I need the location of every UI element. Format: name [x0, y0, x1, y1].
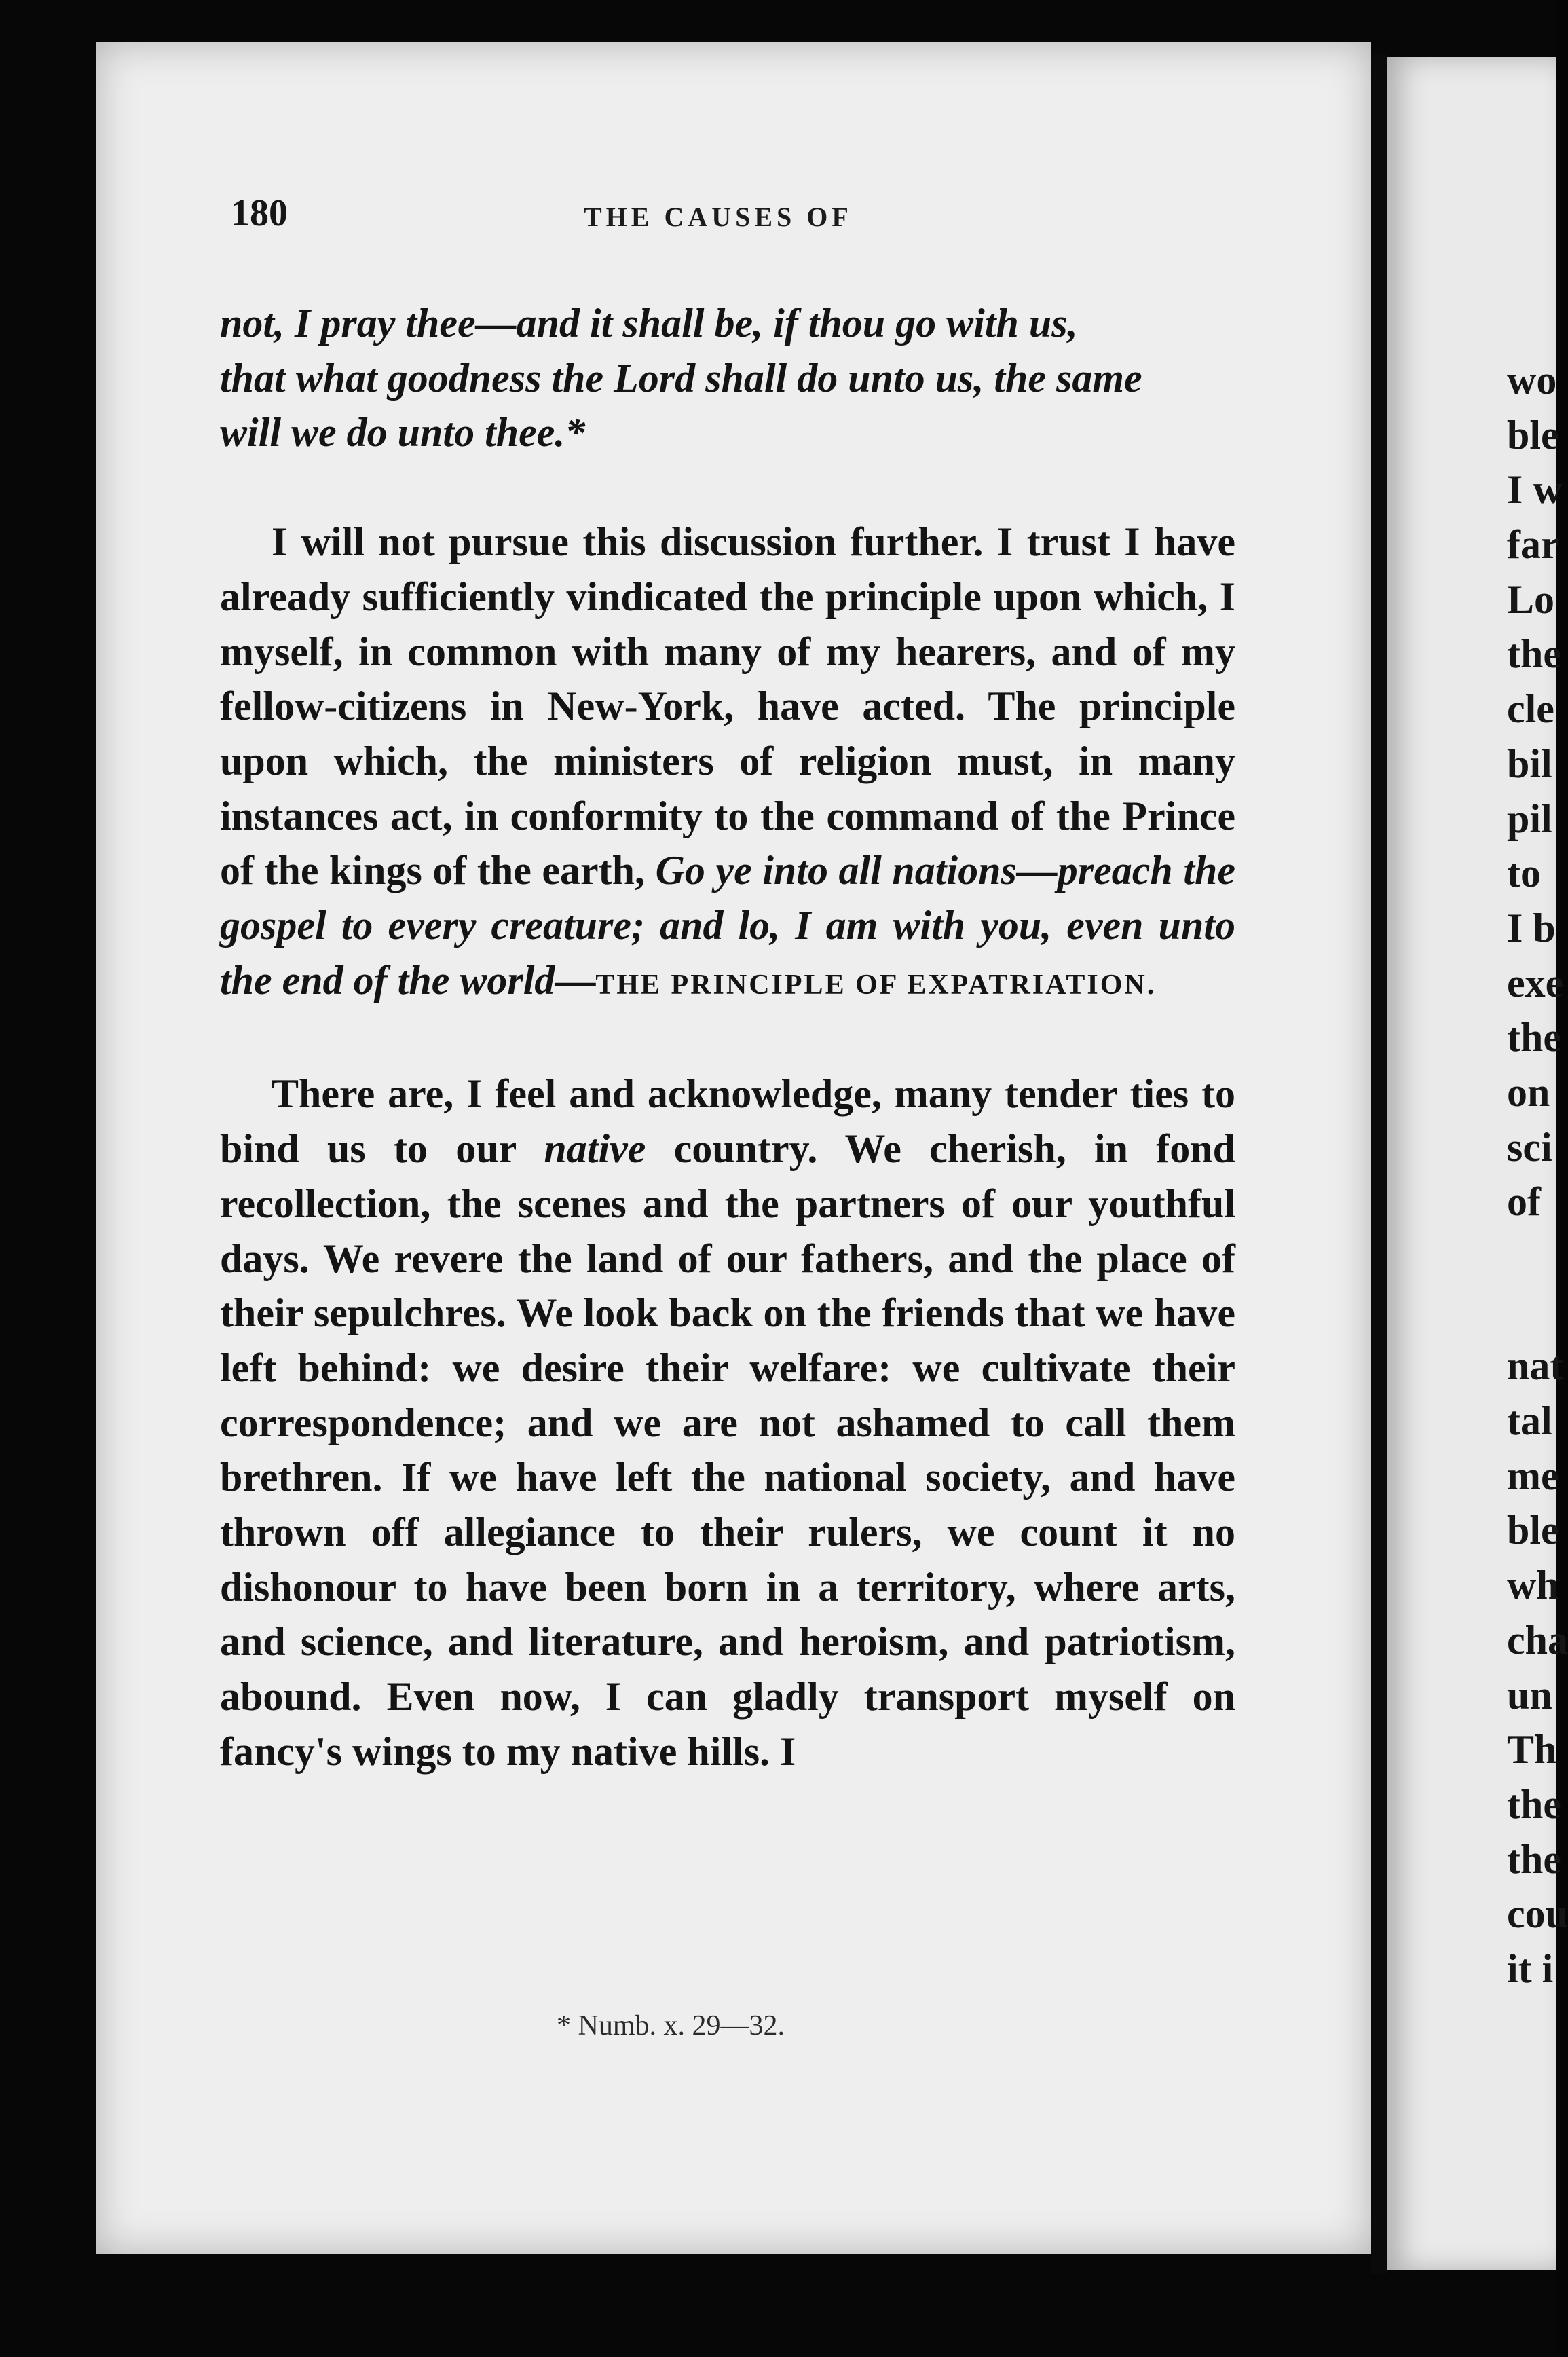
right-page-fragment: it i [1507, 1946, 1554, 1991]
paragraph-continuation [220, 296, 1235, 460]
right-page-fragment: ble [1507, 1508, 1559, 1553]
right-page-fragment: me [1507, 1453, 1559, 1498]
right-page-fragment: Th [1507, 1727, 1557, 1773]
right-page-fragment: the [1507, 1836, 1561, 1882]
right-page-fragment: of [1507, 1179, 1541, 1225]
right-page-fragment: tal [1507, 1398, 1552, 1444]
footnote: * Numb. x. 29—32. [557, 2010, 785, 2041]
right-page-fragment: sci [1507, 1124, 1552, 1170]
paragraph-2-text: I will not pursue this discussion further. I trust I have already sufficiently vindicated the principle upon which, I myself, in common with many of my hearers, and of my fellow-citizens in New-York, have acted. The principle upon which, the ministers of religion must, in many instances act, in conformity to the command of the Prince of the kings of the earth, [220, 519, 1235, 893]
right-page-fragment: nat [1507, 1343, 1564, 1389]
right-page-fragment: far [1507, 522, 1559, 568]
right-page-fragment: exe [1507, 960, 1564, 1005]
right-page-fragment: I b [1507, 905, 1556, 950]
right-page-edge [1387, 57, 1568, 2270]
right-page-fragment [1507, 1284, 1568, 1339]
right-page-fragment: wo [1507, 358, 1557, 403]
right-page-fragment: cha [1507, 1617, 1568, 1663]
paragraph-native-country [220, 1066, 1235, 1779]
right-page-fragment [1507, 1229, 1568, 1284]
right-page-fragment: I w [1507, 467, 1563, 513]
principle-of-expatriation: THE PRINCIPLE OF EXPATRIATION. [595, 969, 1157, 1001]
right-page-fragment: cou [1507, 1891, 1568, 1937]
paragraph-expatriation [220, 515, 1235, 1012]
right-page-fragment: on [1507, 1069, 1550, 1115]
body-text [220, 296, 1235, 1779]
continuation-line-3: will we do unto thee.* [220, 410, 586, 456]
em-dash: — [555, 957, 596, 1003]
right-page-fragment: ble [1507, 412, 1559, 458]
paragraph-3-text-a: There are, I feel and acknowledge, many tender ties to bind us to our [220, 1071, 1235, 1172]
right-page-fragment: the [1507, 1015, 1561, 1060]
right-page-fragment: the [1507, 631, 1561, 677]
right-page-fragment: the [1507, 1781, 1561, 1827]
right-page-fragment: to [1507, 851, 1541, 896]
right-page-fragment: cle [1507, 686, 1554, 732]
continuation-line-2: that what goodness the Lord shall do unto us, the same [220, 355, 1142, 401]
paragraph-3-text-b: country. We cherish, in fond recollection, the scenes and the partners of our youthful days. We revere the land of our fathers, and the place of their sepulchres. We look back on the friends that we have left behind: we desire their welfare: we cultivate their correspondence; and we are not ashamed to call them brethren. If we have left the national society, and have thrown off allegiance to their rulers, we count it no dishonour to have been born in a territory, where arts, and science, and literature, and heroism, and patriotism, abound. Even now, I can gladly transport myself on fancy's wings to my native hills. I [220, 1126, 1235, 1774]
right-page-fragment: Lo [1507, 576, 1555, 622]
right-page-fragment: wh [1507, 1563, 1559, 1608]
continuation-line-1: not, I pray thee—and it shall be, if thou go with us, [220, 301, 1078, 346]
scripture-quote: Go ye into all nations—preach the gospel to every creature; and lo, I am with you, even unto the end of the world [220, 848, 1236, 1003]
page-header-title: THE CAUSES OF [584, 202, 853, 232]
page-number: 180 [231, 192, 288, 234]
right-page-fragment: un [1507, 1672, 1552, 1718]
native-word: native [544, 1126, 646, 1172]
right-page-fragment: pil [1507, 796, 1552, 841]
right-page-fragments [1507, 353, 1568, 1997]
running-head [231, 191, 1249, 239]
book-gutter [1371, 54, 1387, 2274]
right-page-fragment: bil [1507, 741, 1552, 786]
